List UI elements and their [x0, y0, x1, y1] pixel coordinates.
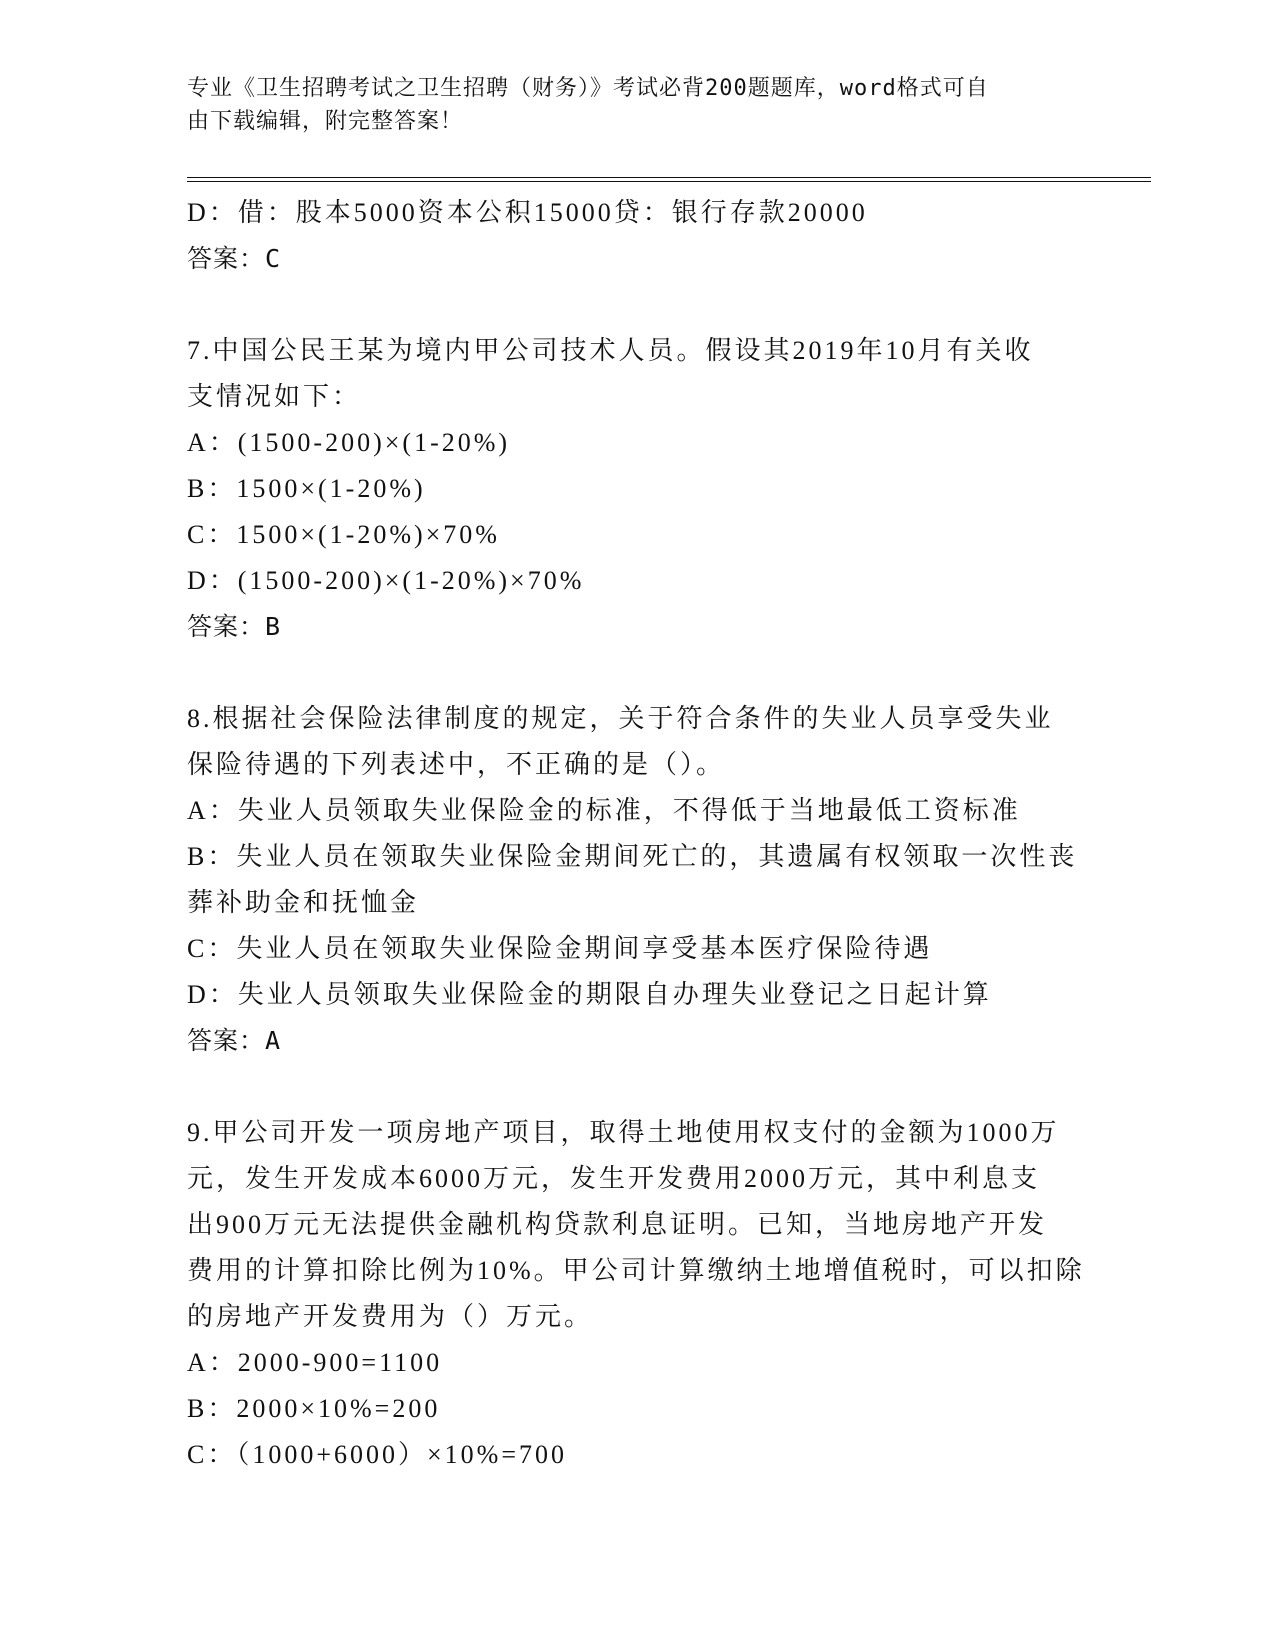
q8-stem-line-1: 8.根据社会保险法律制度的规定，关于符合条件的失业人员享受失业: [187, 704, 1054, 733]
question-8: [187, 696, 1087, 1064]
q8-option-c: C：失业人员在领取失业保险金期间享受基本医疗保险待遇: [187, 934, 933, 963]
spacer: [187, 1064, 1087, 1110]
q8-stem-line-2: 保险待遇的下列表述中，不正确的是（）。: [187, 750, 726, 779]
document-header: [187, 72, 1087, 138]
q7-option-a: A：(1500-200)×(1-20%): [187, 428, 511, 457]
header-line-2: 由下载编辑，附完整答案！: [187, 109, 464, 134]
q9-stem-line-1: 9.甲公司开发一项房地产项目，取得土地使用权支付的金额为1000万: [187, 1118, 1060, 1147]
question-9: [187, 1110, 1087, 1478]
q8-answer: 答案：A: [187, 1026, 282, 1055]
q7-answer: 答案：B: [187, 612, 282, 641]
q6-answer: 答案：C: [187, 244, 282, 273]
question-6: [187, 190, 1087, 282]
question-7: [187, 328, 1087, 650]
header-line-1: 专业《卫生招聘考试之卫生招聘（财务）》考试必背200题题库，word格式可自: [187, 76, 989, 101]
q7-option-c: C：1500×(1-20%)×70%: [187, 520, 500, 549]
q9-stem-line-4: 费用的计算扣除比例为10%。甲公司计算缴纳土地增值税时，可以扣除: [187, 1256, 1085, 1285]
q7-stem-line-1: 7.中国公民王某为境内甲公司技术人员。假设其2019年10月有关收: [187, 336, 1034, 365]
q8-option-d: D：失业人员领取失业保险金的期限自办理失业登记之日起计算: [187, 980, 992, 1009]
q7-option-b: B：1500×(1-20%): [187, 474, 426, 503]
header-divider-top: [187, 177, 1151, 178]
q7-stem-line-2: 支情况如下：: [187, 382, 362, 411]
document-body: [187, 190, 1087, 1478]
q9-option-c: C：（1000+6000）×10%=700: [187, 1440, 567, 1469]
q8-option-b-line-2: 葬补助金和抚恤金: [187, 888, 420, 917]
q9-option-b: B：2000×10%=200: [187, 1394, 441, 1423]
q7-option-d: D：(1500-200)×(1-20%)×70%: [187, 566, 585, 595]
header-divider-bottom: [187, 181, 1151, 182]
q9-stem-line-3: 出900万元无法提供金融机构贷款利息证明。已知，当地房地产开发: [187, 1210, 1048, 1239]
q9-stem-line-2: 元，发生开发成本6000万元，发生开发费用2000万元，其中利息支: [187, 1164, 1041, 1193]
q8-option-b-line-1: B：失业人员在领取失业保险金期间死亡的，其遗属有权领取一次性丧: [187, 842, 1078, 871]
q8-option-a: A：失业人员领取失业保险金的标准，不得低于当地最低工资标准: [187, 796, 1021, 825]
q9-stem-line-5: 的房地产开发费用为（）万元。: [187, 1302, 594, 1331]
spacer: [187, 650, 1087, 696]
q6-option-d: D：借：股本5000资本公积15000贷：银行存款20000: [187, 198, 868, 227]
spacer: [187, 282, 1087, 328]
q9-option-a: A：2000-900=1100: [187, 1348, 443, 1377]
